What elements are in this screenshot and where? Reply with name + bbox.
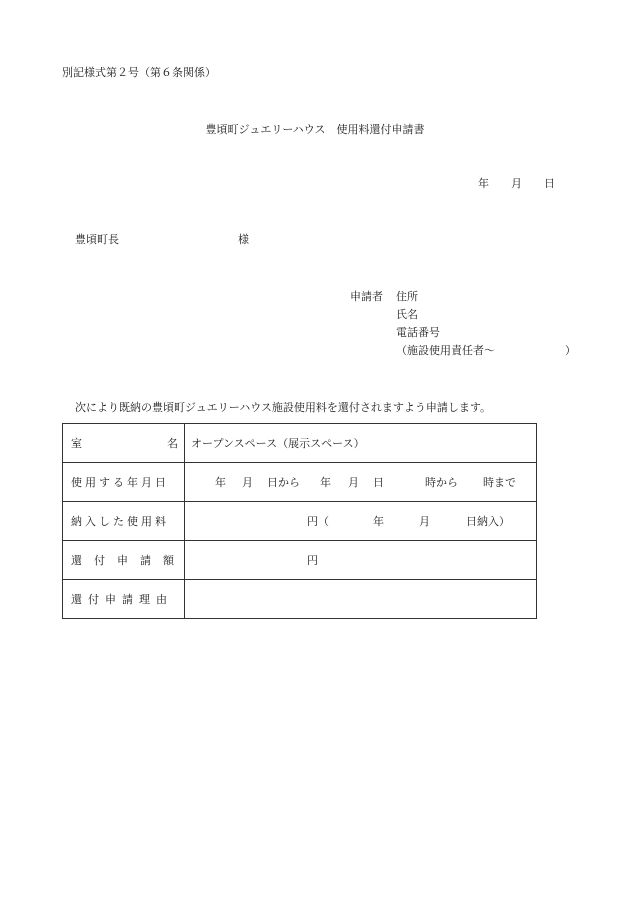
usage-month1: 月 (242, 476, 253, 489)
applicant-phone-label: 電話番号 (396, 326, 440, 339)
usage-date-field[interactable] (185, 463, 537, 502)
usage-date-label: 使用する年月日 (63, 463, 185, 502)
responsible-person-label: （施設使用責任者～ (396, 344, 495, 357)
date-day-label: 日 (544, 177, 555, 190)
paid-fee-year: 年 (373, 515, 384, 528)
usage-year2: 年 (320, 476, 331, 489)
usage-year1: 年 (215, 476, 226, 489)
applicant-label: 申請者 (350, 290, 383, 303)
responsible-person-close: ） (565, 344, 576, 357)
usage-time-to: 時まで (483, 476, 516, 489)
refund-amount-yen: 円 (307, 554, 318, 567)
room-label-cell (63, 424, 185, 463)
room-label-a: 室 (71, 437, 82, 450)
paid-fee-label: 納入した使用料 (63, 502, 185, 541)
usage-time-from: 時から (425, 476, 458, 489)
applicant-name-label: 氏名 (396, 308, 418, 321)
row-usage-date (63, 463, 537, 502)
row-refund-reason (63, 580, 537, 619)
date-year-label: 年 (478, 177, 489, 190)
paid-fee-day: 日納入） (466, 515, 510, 528)
room-value: オープンスペース（展示スペース） (185, 424, 537, 463)
usage-day-from: 日から (267, 476, 300, 489)
room-label-b: 名 (167, 437, 178, 450)
refund-amount-field[interactable] (185, 541, 537, 580)
usage-month2: 月 (348, 476, 359, 489)
applicant-fields (396, 291, 495, 363)
row-paid-fee (63, 502, 537, 541)
paid-fee-month: 月 (419, 515, 430, 528)
application-table (62, 423, 537, 619)
form-reference: 別記様式第２号（第６条関係） (62, 66, 216, 79)
date-line (478, 178, 555, 189)
applicant-address-label: 住所 (396, 290, 418, 303)
usage-day2: 日 (373, 476, 384, 489)
document-title: 豊頃町ジュエリーハウス 使用料還付申請書 (205, 123, 425, 136)
refund-reason-field[interactable] (185, 580, 537, 619)
paid-fee-yen: 円（ (307, 515, 329, 528)
application-statement: 次により既納の豊頃町ジュエリーハウス施設使用料を還付されますよう申請します。 (75, 401, 492, 414)
addressee-honorific: 様 (238, 233, 249, 246)
row-refund-amount (63, 541, 537, 580)
refund-reason-label: 還付申請理由 (63, 580, 185, 619)
date-month-label: 月 (511, 177, 522, 190)
paid-fee-field[interactable] (185, 502, 537, 541)
row-room (63, 424, 537, 463)
addressee-name: 豊頃町長 (75, 233, 119, 246)
refund-amount-label: 還付申請額 (63, 541, 185, 580)
